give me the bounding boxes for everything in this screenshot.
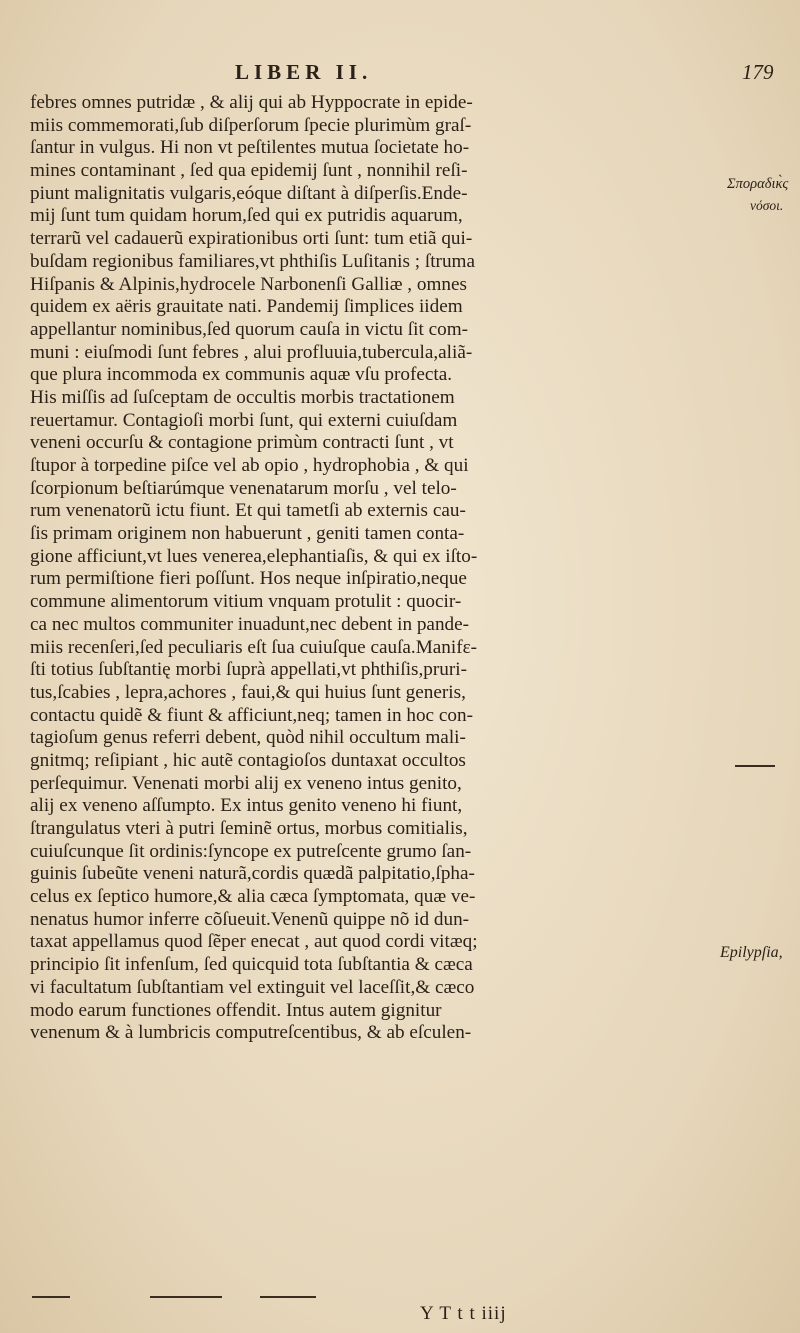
text-line: buſdam regionibus familiares,vt phthiſis Luſitanis ; ſtruma bbox=[30, 250, 475, 272]
body-text bbox=[30, 92, 720, 1045]
page-number: 179 bbox=[742, 60, 774, 84]
text-line: veneni occurſu & contagione primùm contracti ſunt , vt bbox=[30, 432, 454, 454]
text-line: commune alimentorum vitium vnquam protulit : quocir- bbox=[30, 591, 462, 613]
margin-dash bbox=[735, 765, 775, 767]
text-line: ſis primam originem non habuerunt , geniti tamen conta- bbox=[30, 523, 465, 545]
text-line: febres omnes putridæ , & alij qui ab Hyppocrate in epide- bbox=[30, 92, 473, 113]
text-line: reuertamur. Contagioſi morbi ſunt, qui externi cuiuſdam bbox=[30, 409, 458, 431]
text-line: Hiſpanis & Alpinis,hydrocele Narbonenſi Galliæ , omnes bbox=[30, 273, 467, 295]
text-line: gnitmq; reſipiant , hic autẽ contagioſos duntaxat occultos bbox=[30, 749, 466, 771]
text-line: appellantur nominibus,ſed quorum cauſa in victu ſit com- bbox=[30, 318, 469, 340]
text-line: perſequimur. Venenati morbi alij ex veneno intus genito, bbox=[30, 772, 462, 794]
text-line: miis recenſeri,ſed peculiaris eſt ſua cuiuſque cauſa.Manifε- bbox=[30, 636, 478, 658]
text-line: mij ſunt tum quidam horum,ſed qui ex putridis aquarum, bbox=[30, 205, 463, 227]
text-line: venenum & à lumbricis computreſcentibus, & ab eſculen- bbox=[30, 1022, 472, 1044]
text-line: muni : eiuſmodi ſunt febres , alui profluuia,tubercula,aliã- bbox=[30, 341, 473, 363]
text-line: vi facultatum ſubſtantiam vel extinguit vel laceſſit,& cæco bbox=[30, 976, 475, 998]
text-line: miis commemorati,ſub diſperſorum ſpecie plurimùm graſ- bbox=[30, 114, 472, 136]
text-line: ſtupor à torpedine piſce vel ab opio , hydrophobia , & qui bbox=[30, 455, 469, 476]
text-line: terrarũ vel cadauerũ expirationibus orti ſunt: tum etiã qui- bbox=[30, 228, 473, 250]
text-line: principio ſit infenſum, ſed quicquid tota ſubſtantia & cæca bbox=[30, 954, 473, 976]
text-line: nenatus humor inferre cõſueuit.Venenũ quippe nõ id dun- bbox=[30, 908, 470, 930]
text-line: alij ex veneno aſſumpto. Ex intus genito veneno hi fiunt, bbox=[30, 795, 463, 817]
signature-mark: Y T t t iiij bbox=[420, 1303, 507, 1324]
margin-note-epilepsy: Epilypſia, bbox=[720, 944, 783, 961]
text-line: His miſſis ad ſuſceptam de occultis morbis tractationem bbox=[30, 386, 455, 408]
text-line: quidem ex aëris grauitate nati. Pandemij ſimplices iidem bbox=[30, 296, 463, 318]
text-line: contactu quidẽ & fiunt & afficiunt,neq; tamen in hoc con- bbox=[30, 704, 473, 726]
text-line: taxat appellamus quod ſẽper enecat , aut quod cordi vitæq; bbox=[30, 931, 478, 953]
underline-mark bbox=[150, 1296, 222, 1298]
text-line: ſantur in vulgus. Hi non vt peſtilentes mutua ſocietate ho- bbox=[30, 137, 470, 159]
underline-mark bbox=[260, 1296, 316, 1298]
text-line: ſcorpionum beſtiarúmque venenatarum morſu , vel telo- bbox=[30, 477, 457, 499]
text-line: mines contaminant , ſed qua epidemij ſunt , nonnihil reſi- bbox=[30, 160, 468, 182]
text-line: tus,ſcabies , lepra,achores , faui,& qui huius ſunt generis, bbox=[30, 681, 466, 703]
text-line: gione afficiunt,vt lues venerea,elephantiaſis, & qui ex iſto- bbox=[30, 545, 478, 567]
underline-mark bbox=[32, 1296, 70, 1298]
margin-note-diseases: νόσοι. bbox=[750, 198, 784, 213]
text-line: celus ex ſeptico humore,& alia cæca ſymptomata, quæ ve- bbox=[30, 886, 476, 908]
text-line: guinis ſubeũte veneni naturã,cordis quædã palpitatio,ſpha- bbox=[30, 863, 475, 885]
running-head bbox=[0, 60, 800, 90]
text-line: piunt malignitatis vulgaris,eóque diſtant à diſperſis.Ende- bbox=[30, 182, 468, 204]
text-line: tagioſum genus referri debent, quòd nihil occultum mali- bbox=[30, 727, 466, 749]
text-line: ca nec multos communiter inuadunt,nec debent in pande- bbox=[30, 613, 470, 635]
text-line: rum venenatorũ ictu fiunt. Et qui tametſi ab externis cau- bbox=[30, 500, 466, 522]
text-line: modo earum functiones offendit. Intus autem gignitur bbox=[30, 999, 442, 1021]
text-line: rum permiſtione fieri poſſunt. Hos neque inſpiratio,neque bbox=[30, 568, 467, 590]
margin-note-sporadic: Σποραδικ̀ς bbox=[727, 176, 789, 192]
running-title: LIBER II. bbox=[235, 60, 373, 84]
text-line: que plura incommoda ex communis aquæ vſu profecta. bbox=[30, 364, 453, 386]
text-line: cuiuſcunque ſit ordinis:ſyncope ex putreſcente grumo ſan- bbox=[30, 840, 472, 862]
text-line: ſtrangulatus vteri à putri ſeminẽ ortus, morbus comitialis, bbox=[30, 818, 468, 839]
text-line: ſti totius ſubſtantię morbi ſuprà appellati,vt phthiſis,pruri- bbox=[30, 659, 467, 681]
